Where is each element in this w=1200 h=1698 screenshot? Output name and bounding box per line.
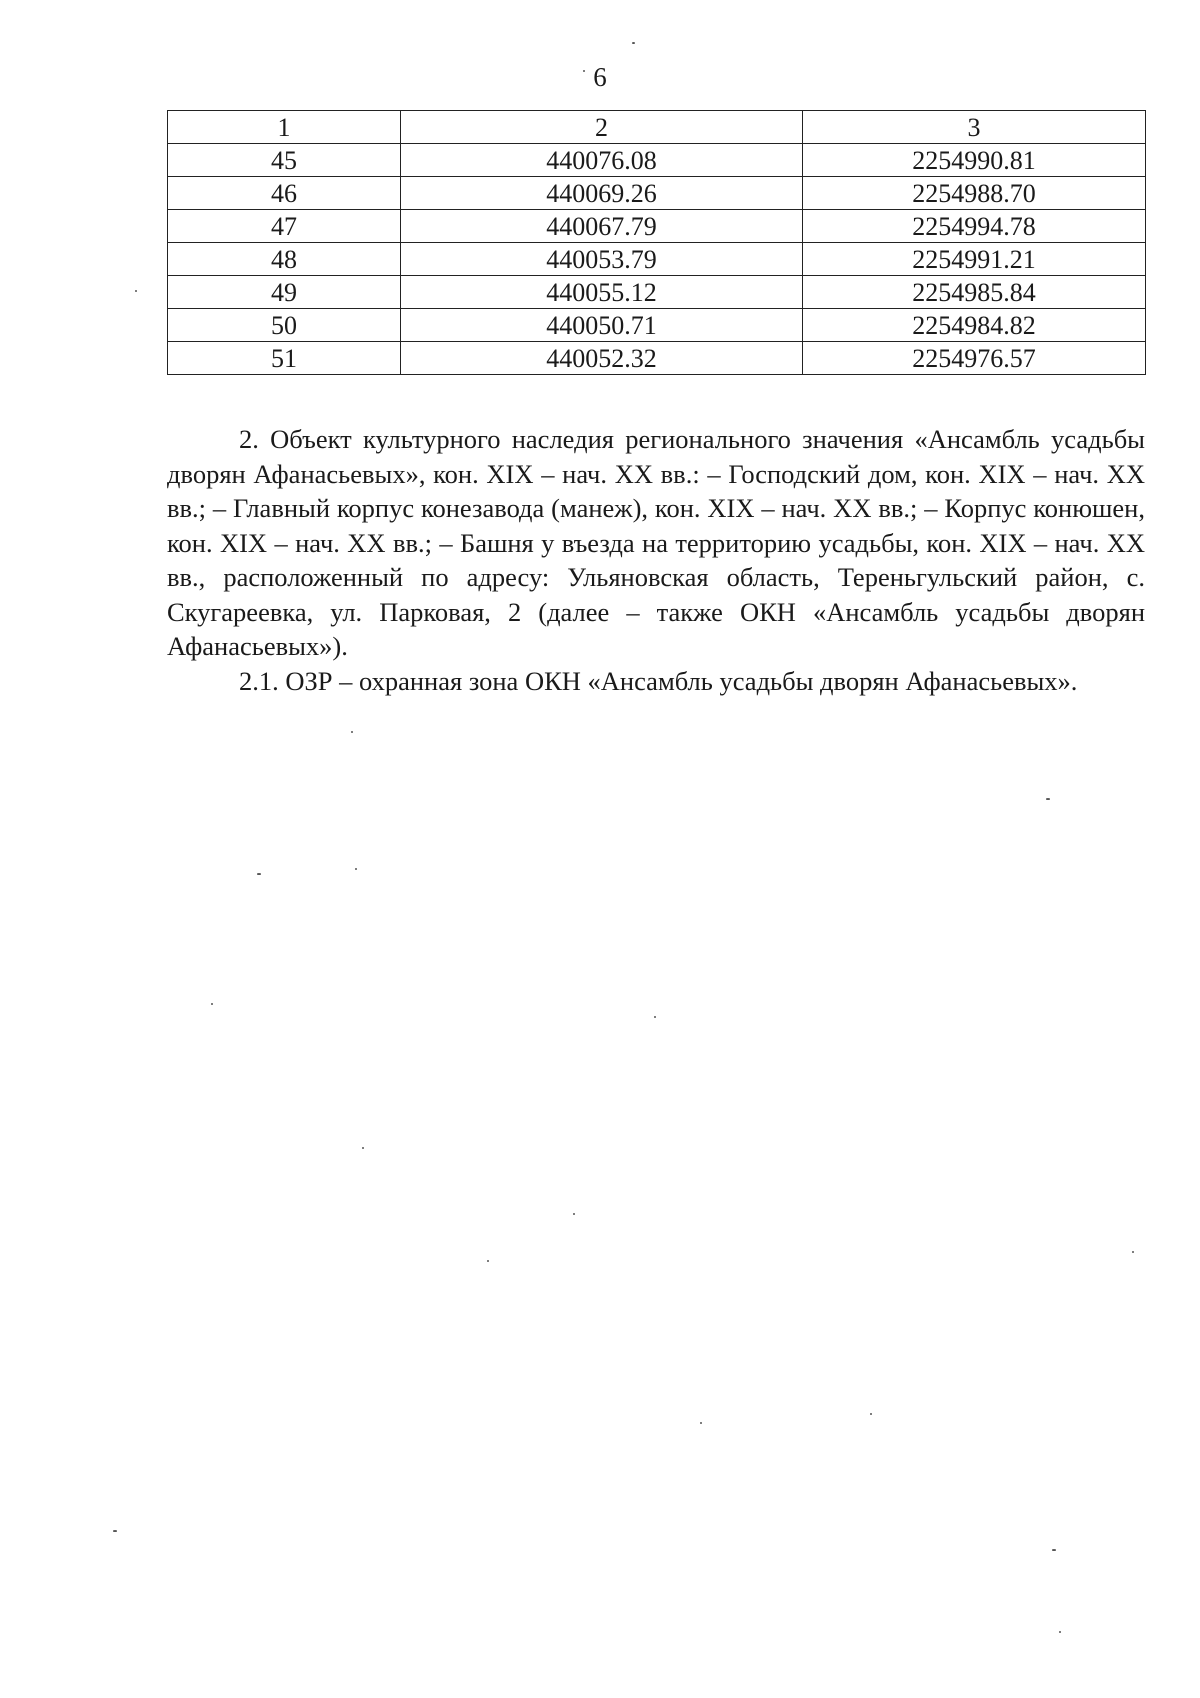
paragraph-protection-zone: 2.1. ОЗР – охранная зона ОКН «Ансамбль усадьбы дворян Афанасьевых».	[239, 665, 1078, 696]
document-body	[167, 422, 1145, 698]
scan-speck	[654, 1016, 656, 1018]
x-coordinate-cell: 440055.12	[401, 276, 803, 309]
table-row	[168, 309, 1146, 342]
point-number-cell: 50	[168, 309, 401, 342]
y-coordinate-cell: 2254985.84	[803, 276, 1146, 309]
scan-speck	[583, 70, 585, 72]
point-number-cell: 45	[168, 144, 401, 177]
table-header-row	[168, 111, 1146, 144]
point-number-cell: 51	[168, 342, 401, 375]
y-coordinate-cell: 2254988.70	[803, 177, 1146, 210]
table-row	[168, 210, 1146, 243]
y-coordinate-cell: 2254994.78	[803, 210, 1146, 243]
scan-speck	[355, 868, 357, 870]
table-header-cell: 3	[803, 111, 1146, 144]
y-coordinate-cell: 2254984.82	[803, 309, 1146, 342]
table-row	[168, 144, 1146, 177]
y-coordinate-cell: 2254976.57	[803, 342, 1146, 375]
y-coordinate-cell: 2254991.21	[803, 243, 1146, 276]
scan-speck	[870, 1413, 872, 1415]
scan-speck	[211, 1003, 213, 1005]
table-header-cell: 1	[168, 111, 401, 144]
x-coordinate-cell: 440052.32	[401, 342, 803, 375]
scan-speck	[113, 1530, 117, 1532]
scan-speck	[1059, 1631, 1061, 1633]
coordinates-table	[167, 110, 1146, 375]
x-coordinate-cell: 440076.08	[401, 144, 803, 177]
scan-speck	[1052, 1549, 1056, 1551]
table-header-cell: 2	[401, 111, 803, 144]
point-number-cell: 47	[168, 210, 401, 243]
table-row	[168, 177, 1146, 210]
point-number-cell: 46	[168, 177, 401, 210]
point-number-cell: 48	[168, 243, 401, 276]
table-row	[168, 342, 1146, 375]
scan-speck	[135, 290, 137, 292]
scan-speck	[351, 731, 353, 733]
y-coordinate-cell: 2254990.81	[803, 144, 1146, 177]
x-coordinate-cell: 440053.79	[401, 243, 803, 276]
scan-speck	[487, 1260, 489, 1262]
page-number: 6	[593, 62, 607, 92]
table-row	[168, 243, 1146, 276]
paragraph-heritage-object: 2. Объект культурного наследия регионального значения «Ансамбль усадьбы дворян Афанасьевых», кон. XIX – нач. XX вв.: – Господский дом, кон. XIX – нач. XX вв.; – Главный корпус конезавода (манеж), кон. XIX – нач. XX вв.; – Корпус конюшен, кон. XIX – нач. XX вв.; – Башня у въезда на территорию усадьбы, кон. XIX – нач. XX вв., расположенный по адресу: Ульяновская область, Тереньгульский район, с. Скугареевка, ул. Парковая, 2 (далее – также ОКН «Ансамбль усадьбы дворян Афанасьевых»).	[167, 424, 1145, 661]
table-row	[168, 276, 1146, 309]
scan-speck	[1132, 1251, 1134, 1253]
point-number-cell: 49	[168, 276, 401, 309]
x-coordinate-cell: 440069.26	[401, 177, 803, 210]
scan-speck	[257, 873, 261, 875]
scan-speck	[362, 1147, 364, 1149]
scan-speck	[632, 42, 635, 44]
scan-speck	[573, 1213, 575, 1215]
scan-speck	[700, 1422, 702, 1424]
x-coordinate-cell: 440067.79	[401, 210, 803, 243]
x-coordinate-cell: 440050.71	[401, 309, 803, 342]
scan-speck	[1046, 798, 1050, 800]
